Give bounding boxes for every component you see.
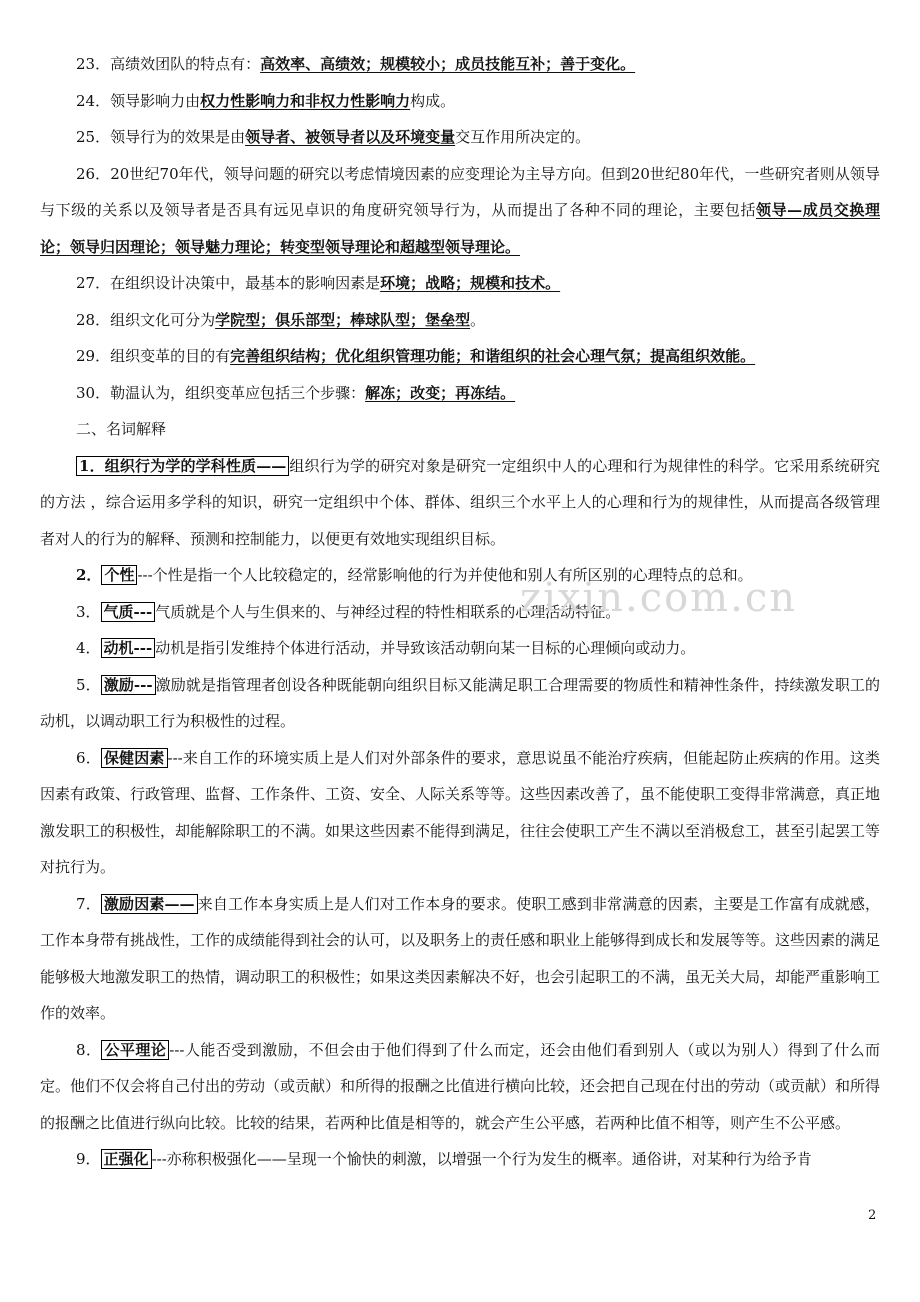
- term-label: 个性: [101, 565, 137, 585]
- term-label: 正强化: [101, 1149, 152, 1169]
- term-4: 4． 动机--- 动机是指引发维持个体进行活动，并导致该活动朝向某一目标的心理倾向或动力。: [76, 639, 696, 657]
- term-3: 3． 气质--- 气质就是个人与生俱来的、与神经过程的特性相联系的心理活动特征。: [76, 602, 621, 621]
- watermark: zixin.com.cn: [520, 575, 797, 621]
- term-5: 5． 激励--- 激励就是指管理者创设各种既能朝向组织目标又能满足职工合理需要的物质性和精神性条件，持续激发职工的动机，以调动职工行为积极性的过程。: [40, 675, 880, 730]
- item-26: 26．20世纪70年代，领导问题的研究以考虑情境因素的应变理论为主导方向。但到20世纪80年代，一些研究者则从领导与下级的关系以及领导者是否具有远见卓识的角度研究领导行为，从而提出了各种不同的理论，主要包括领导—成员交换理论；领导归因理论；领导魅力理论；转变型领导理论和超越型领导理论。: [40, 164, 880, 256]
- term-label: 动机---: [101, 638, 156, 658]
- term-6: 6． 保健因素 ---来自工作的环境实质上是人们对外部条件的要求，意思说虽不能治疗疾病，但能起防止疾病的作用。这类因素有政策、行政管理、监督、工作条件、工资、安全、人际关系等等。这些因素改善了，虽不能使职工变得非常满意，真正地激发职工的积极性，却能解除职工的不满。如果这些因素不能得到满足，往往会使职工产生不满以至消极怠工，甚至引起罢工等对抗行为。: [40, 748, 881, 876]
- page-number: 2: [868, 1208, 877, 1223]
- term-label: 保健因素: [101, 748, 168, 768]
- term-label: 激励因素——: [101, 894, 198, 914]
- term-8: 8． 公平理论 ---人能否受到激励，不但会由于他们得到了什么而定，还会由他们看到别人（或以为别人）得到了什么而定。他们不仅会将自己付出的劳动（或贡献）和所得的报酬之比值进行横向比较，还会把自己现在付出的劳动（或贡献）和所得的报酬之比值进行纵向比较。比较的结果，若两种比值是相等的，就会产生公平感，若两种比值不相等，则产生不公平感。: [40, 1040, 881, 1132]
- term-7: 7． 激励因素—— 来自工作本身实质上是人们对工作本身的要求。使职工感到非常满意的因素，主要是工作富有成就感，工作本身带有挑战性，工作的成绩能得到社会的认可，以及职务上的责任感和职业上能够得到成长和发展等等。这些因素的满足能够极大地激发职工的热情，调动职工的积极性；如果这类因素解决不好，也会引起职工的不满，虽无关大局，却能严重影响工作的效率。: [40, 894, 881, 1022]
- term-1: 1．组织行为学的学科性质—— 组织行为学的研究对象是研究一定组织中人的心理和行为规律性的科学。它采用系统研究的方法 ，综合运用多学科的知识，研究一定组织中个体、群体、组织三个水平上人的心理和行为的规律性，从而提高各级管理者对人的行为的解释、预测和控制能力，以便更有效地实现组织目标。: [40, 456, 880, 548]
- section-title: 二、名词解释: [76, 420, 167, 438]
- item-30: 30．勒温认为，组织变革应包括三个步骤：解冻；改变；再冻结。: [76, 383, 516, 402]
- item-29: 29．组织变革的目的有完善组织结构；优化组织管理功能；和谐组织的社会心理气氛；提高组织效能。: [76, 347, 756, 365]
- item-27: 27．在组织设计决策中，最基本的影响因素是环境；战略；规模和技术。: [76, 274, 561, 292]
- term-label: 1．组织行为学的学科性质——: [76, 456, 289, 476]
- item-28: 28．组织文化可分为学院型；俱乐部型；棒球队型；堡垒型。: [76, 310, 486, 329]
- term-9: 9． 正强化 ---亦称积极强化——呈现一个愉快的刺激，以增强一个行为发生的概率。通俗讲，对某种行为给予肯: [76, 1150, 812, 1168]
- term-2: 2． 个性 ---个性是指一个人比较稳定的，经常影响他的行为并使他和别人有所区别的心理特点的总和。: [76, 566, 753, 584]
- term-label: 激励---: [101, 675, 156, 695]
- item-23: 23．高绩效团队的特点有：高效率、高绩效；规模较小；成员技能互补；善于变化。: [76, 55, 636, 73]
- item-25: 25．领导行为的效果是由领导者、被领导者以及环境变量交互作用所决定的。: [76, 128, 591, 146]
- term-label: 气质---: [101, 602, 156, 622]
- term-label: 公平理论: [101, 1040, 169, 1060]
- item-24: 24．领导影响力由权力性影响力和非权力性影响力构成。: [76, 91, 456, 110]
